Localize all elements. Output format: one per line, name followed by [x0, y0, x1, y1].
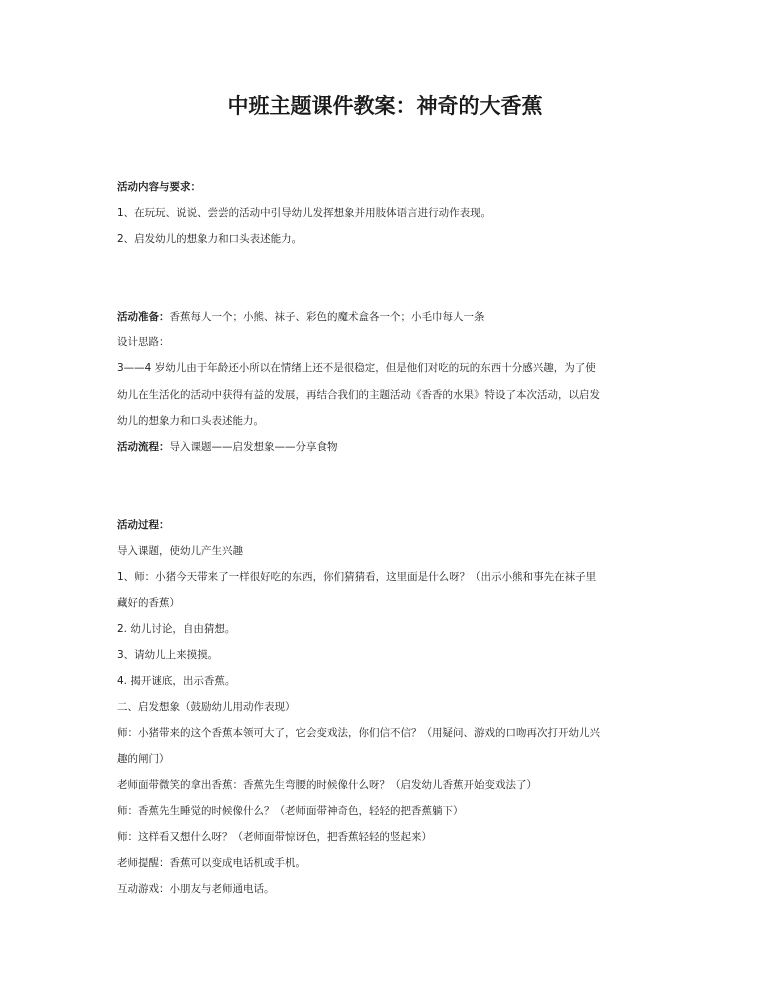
preparation-label: 活动准备：: [117, 311, 170, 323]
requirement-item-2: 2、启发幼儿的想象力和口头表述能力。: [117, 233, 303, 245]
section-heading-process: 活动过程：: [117, 519, 170, 531]
flow-text: 导入课题——启发想象——分享食物: [169, 441, 338, 453]
process-intro: 导入课题，使幼儿产生兴趣: [117, 545, 243, 557]
process-step-1-line-1: 1、师：小猪今天带来了一样很好吃的东西，你们猜猜看，这里面是什么呀？（出示小熊和事先在袜子里: [117, 571, 597, 583]
flow-label: 活动流程：: [117, 441, 170, 453]
design-paragraph-line-2: 幼儿在生活化的活动中获得有益的发展，再结合我们的主题活动《香香的水果》特设了本次活动，以启发: [117, 389, 600, 401]
part-two-paragraph-1-line-2: 趣的闸门）: [117, 753, 170, 765]
process-step-1-line-2: 藏好的香蕉）: [117, 597, 180, 609]
design-paragraph-line-1: 3——4 岁幼儿由于年龄还小所以在情绪上还不是很稳定，但是他们对吃的玩的东西十分感兴趣，为了使: [117, 362, 596, 374]
page-title: 中班主题课件教案：神奇的大香蕉: [227, 93, 543, 118]
process-step-3: 3、请幼儿上来摸摸。: [117, 649, 219, 661]
section-heading-content: 活动内容与要求：: [117, 181, 201, 193]
requirement-item-1: 1、在玩玩、说说、尝尝的活动中引导幼儿发挥想象并用肢体语言进行动作表现。: [117, 207, 492, 219]
part-two-paragraph-4: 师：这样看又想什么呀？（老师面带惊讶色，把香蕉轻轻的竖起来）: [117, 831, 432, 843]
design-label: 设计思路：: [117, 336, 170, 348]
process-step-4: 4. 揭开谜底，出示香蕉。: [117, 675, 236, 687]
part-two-paragraph-5: 老师提醒：香蕉可以变成电话机或手机。: [117, 857, 306, 869]
flow-line: [117, 440, 662, 454]
part-two-paragraph-6: 互动游戏：小朋友与老师通电话。: [117, 883, 275, 895]
part-two-paragraph-3: 师：香蕉先生睡觉的时候像什么？（老师面带神奇色，轻轻的把香蕉躺下）: [117, 805, 464, 817]
part-two-heading: 二、启发想象（鼓励幼儿用动作表现）: [117, 701, 296, 713]
preparation-line: [117, 310, 662, 324]
part-two-paragraph-2: 老师面带微笑的拿出香蕉：香蕉先生弯腰的时候像什么呀？（启发幼儿香蕉开始变戏法了）: [117, 779, 537, 791]
design-paragraph-line-3: 幼儿的想象力和口头表述能力。: [117, 415, 264, 427]
preparation-text: 香蕉每人一个；小熊、袜子、彩色的魔术盒各一个；小毛巾每人一条: [169, 311, 485, 323]
part-two-paragraph-1-line-1: 师：小猪带来的这个香蕉本领可大了，它会变戏法，你们信不信？（用疑问、游戏的口吻再次打开幼儿兴: [117, 727, 600, 739]
process-step-2: 2. 幼儿讨论，自由猜想。: [117, 623, 236, 635]
